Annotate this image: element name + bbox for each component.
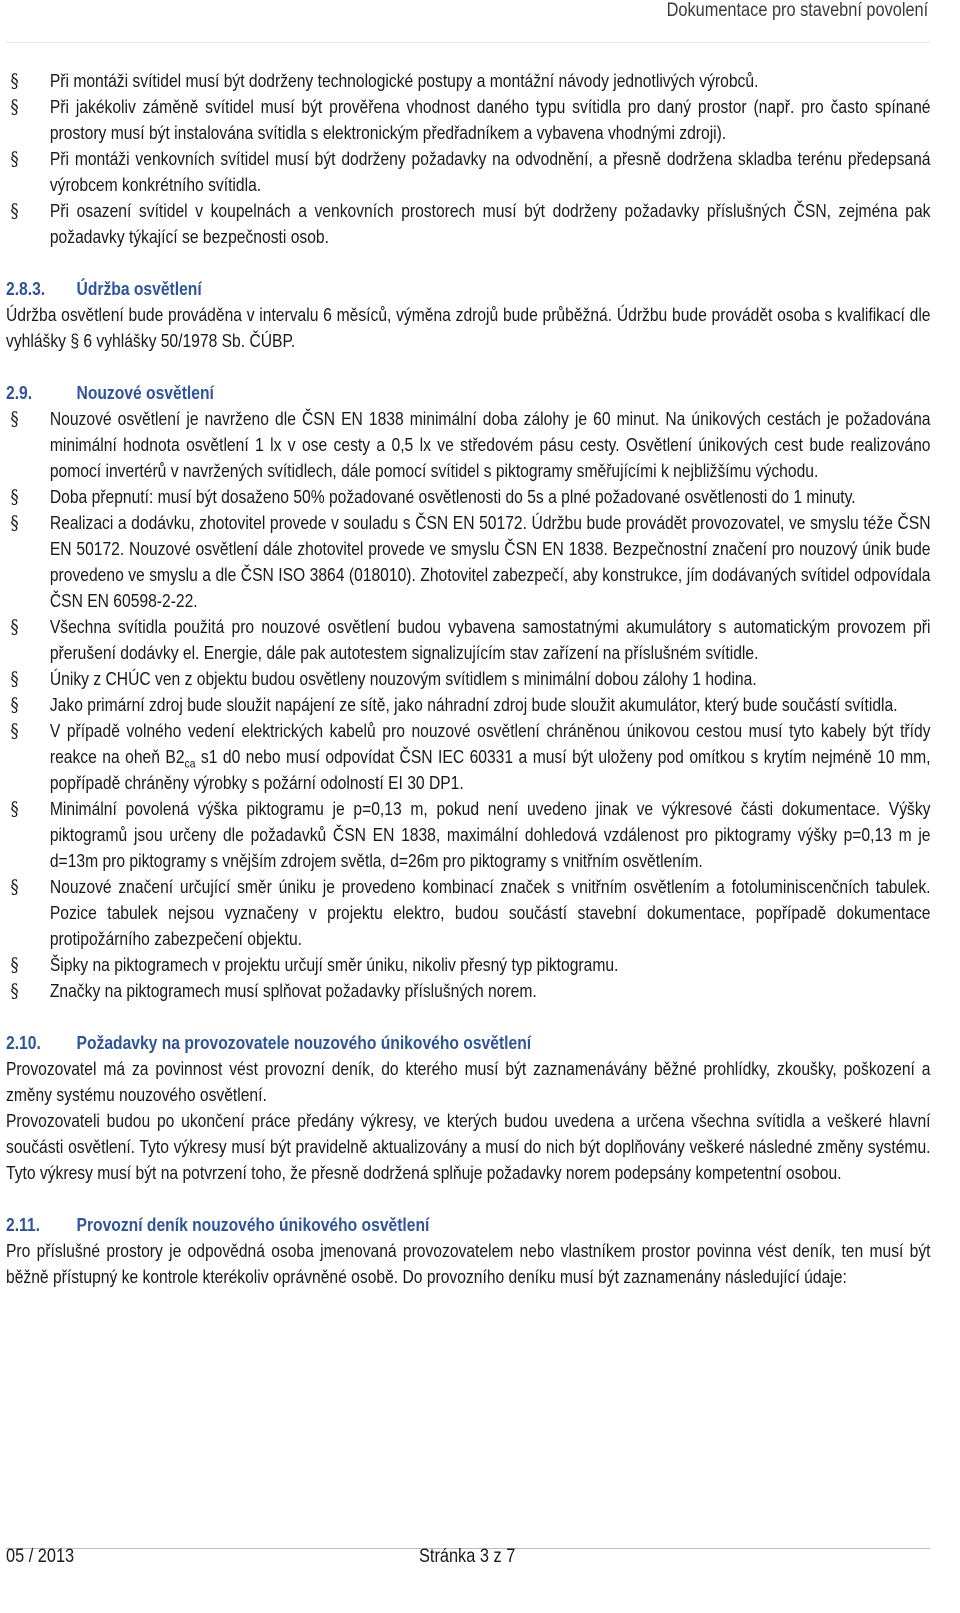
bullet-icon: § (10, 980, 19, 1002)
list-item: § Jako primární zdroj bude sloužit napájení ze sítě, jako náhradní zdroj bude sloužit akumulátor, který bude součástí svítidla. (6, 692, 931, 718)
bullet-icon: § (10, 70, 19, 92)
bullet-icon: § (10, 694, 19, 716)
page-number: Stránka 3 z 7 (419, 1546, 516, 1567)
paragraph: Provozovatel má za povinnost vést provozní deník, do kterého musí být zaznamenávány běžné prohlídky, zkoušky, poškození a změny systému nouzového osvětlení. (6, 1059, 931, 1105)
list-item: § Šipky na piktogramech v projektu určují směr úniku, nikoliv přesný typ piktogramu. (6, 952, 931, 978)
paragraph: Provozovateli budou po ukončení práce předány výkresy, ve kterých budou uvedena a určena všechna svítidla a veškeré hlavní součásti osvětlení. Tyto výkresy musí být pravidelně aktualizovány a musí do nich být doplňovány veškeré následné změny systému. Tyto výkresy musí být na potvrzení toho, že přesně dodržená splňuje požadavky norem podepsány kompetentní osobou. (6, 1111, 931, 1183)
list-item: § Úniky z CHÚC ven z objektu budou osvětleny nouzovým svítidlem s minimální dobou zálohy 1 hodina. (6, 666, 931, 692)
list-item: § Při osazení svítidel v koupelnách a venkovních prostorech musí být dodrženy požadavky příslušných ČSN, zejména pak požadavky týkající se bezpečnosti osob. (6, 198, 931, 250)
section-heading-2-8-3: 2.8.3. Údržba osvětlení (6, 279, 202, 299)
bullet-icon: § (10, 954, 19, 976)
list-item: § Při montáži venkovních svítidel musí být dodrženy požadavky na odvodnění, a přesně dodržena skladba terénu předepsaná výrobcem konkrétního svítidla. (6, 146, 931, 198)
bullet-icon: § (10, 148, 19, 170)
footer-date: 05 / 2013 (6, 1546, 75, 1567)
page-header: Dokumentace pro stavební povolení (666, 0, 928, 21)
list-item: § Doba přepnutí: musí být dosaženo 50% požadované osvětlenosti do 5s a plné požadované osvětlenosti do 1 minuty. (6, 484, 931, 510)
paragraph: Údržba osvětlení bude prováděna v intervalu 6 měsíců, výměna zdrojů bude průběžná. Údržbu bude provádět osoba s kvalifikací dle vyhlášky § 6 vyhlášky 50/1978 Sb. ČÚBP. (6, 305, 931, 351)
list-item: § Při montáži svítidel musí být dodrženy technologické postupy a montážní návody jednotlivých výrobců. (6, 68, 931, 94)
list-item: § Nouzové značení určující směr úniku je provedeno kombinací značek s vnitřním osvětlením a fotoluminiscenčních tabulek. Pozice tabulek nejsou vyznačeny v projektu elektro, budou součástí stavební dokumentace, popřípadě dokumentace protipožárního zabezpečení objektu. (6, 874, 931, 952)
bullet-icon: § (10, 668, 19, 690)
bullet-icon: § (10, 798, 19, 820)
bullet-icon: § (10, 200, 19, 222)
bullet-icon: § (10, 512, 19, 534)
bullet-icon: § (10, 720, 19, 742)
list-item: § Při jakékoliv záměně svítidel musí být prověřena vhodnost daného typu svítidla pro daný prostor (např. pro často spínané prostory musí být instalována svítidla s elektronickým předřadníkem a vybavena vhodnými zdroji). (6, 94, 931, 146)
list-item: § Značky na piktogramech musí splňovat požadavky příslušných norem. (6, 978, 931, 1004)
bullet-icon: § (10, 486, 19, 508)
list-item: § Minimální povolená výška piktogramu je p=0,13 m, pokud není uvedeno jinak ve výkresové části dokumentace. Výšky piktogramů jsou určeny dle požadavků ČSN EN 1838, maximální dohledová vzdálenost pro piktogramy výšky p=0,13 m je d=13m pro piktogramy s vnějším zdrojem světla, d=26m pro piktogramy s vnitřním osvětlením. (6, 796, 931, 874)
emergency-bullet-list (6, 406, 931, 1004)
document-body (6, 68, 931, 1290)
list-item: § Realizaci a dodávku, zhotovitel provede v souladu s ČSN EN 50172. Údržbu bude provádět provozovatel, ve smyslu téže ČSN EN 50172. Nouzové osvětlení dále zhotovitel provede ve smyslu ČSN EN 1838. Bezpečnostní značení pro nouzový únik bude provedeno ve smyslu a dle ČSN ISO 3864 (018010). Zhotovitel zabezpečí, aby konstrukce, jím dodávaných svítidel odpovídala ČSN EN 60598-2-22. (6, 510, 931, 614)
bullet-icon: § (10, 408, 19, 430)
section-heading-2-10: 2.10. Požadavky na provozovatele nouzového únikového osvětlení (6, 1033, 532, 1053)
intro-bullet-list (6, 68, 931, 250)
header-rule (6, 42, 930, 43)
bullet-icon: § (10, 876, 19, 898)
bullet-icon: § (10, 616, 19, 638)
paragraph: Pro příslušné prostory je odpovědná osoba jmenovaná provozovatelem nebo vlastníkem prostor povinna vést deník, ten musí být běžně přístupný ke kontrole kterékoliv oprávněné osobě. Do provozního deníku musí být zaznamenány následující údaje: (6, 1241, 931, 1287)
section-heading-2-9: 2.9. Nouzové osvětlení (6, 383, 214, 403)
bullet-icon: § (10, 96, 19, 118)
document-page (6, 0, 930, 1613)
list-item: § V případě volného vedení elektrických kabelů pro nouzové osvětlení chráněnou únikovou cestou musí tyto kabely být třídy reakce na oheň $B2_{ca}$ s1 d0 nebo musí odpovídat ČSN IEC 60331 a musí být uloženy pod omítkou s krytím nejméně 10 mm, popřípadě chráněny výrobky s požární odolností EI 30 DP1. (6, 718, 931, 796)
section-heading-2-11: 2.11. Provozní deník nouzového únikového osvětlení (6, 1215, 430, 1235)
list-item: § Všechna svítidla použitá pro nouzové osvětlení budou vybavena samostatnými akumulátory s automatickým provozem při přerušení dodávky el. Energie, dále pak autotestem signalizujícím stav zařízení na příslušném svítidle. (6, 614, 931, 666)
list-item: § Nouzové osvětlení je navrženo dle ČSN EN 1838 minimální doba zálohy je 60 minut. Na únikových cestách je požadována minimální hodnota osvětlení 1 lx v ose cesty a 0,5 lx ve středovém pásu cesty. Osvětlení únikových cest bude realizováno pomocí invertérů v navržených svítidlech, dále pomocí svítidel s piktogramy směřujícími k nejbližšímu východu. (6, 406, 931, 484)
